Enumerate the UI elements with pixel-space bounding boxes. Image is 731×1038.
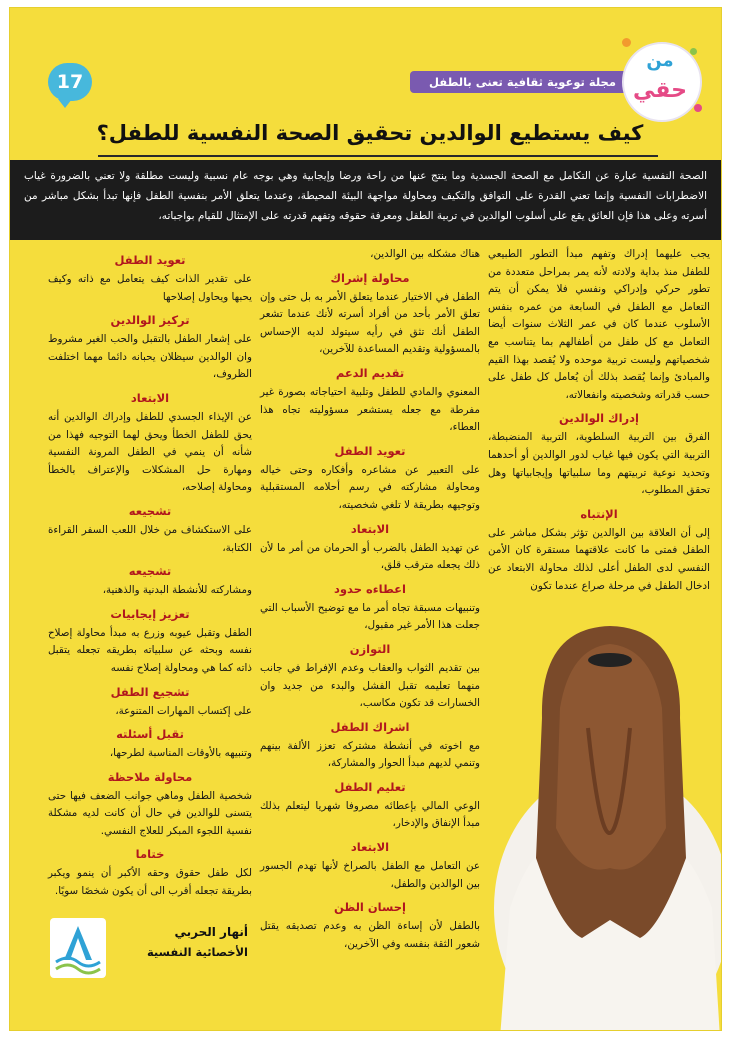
section-heading: الابتعاد <box>350 840 390 855</box>
section-heading: تشجيعه <box>128 564 172 579</box>
magazine-banner: مجلة توعوية ثقافية تعنى بالطفل <box>410 71 635 93</box>
paragraph: على الاستكشاف من خلال اللعب السفر القراءة الكتابة، <box>48 523 252 554</box>
section-heading: تقبل أسئلته <box>116 727 184 742</box>
section-heading: تقديم الدعم <box>335 365 405 380</box>
author-block <box>110 922 248 962</box>
author-name: أنهار الحربي <box>174 925 248 939</box>
paragraph: شخصية الطفل وماهي جوانب الضعف فيها حتى يتسنى للوالدين في حال أن كانت لديه مشكلة نفسية اللجوء المبكر للعلاج النفسي. <box>48 789 252 837</box>
paragraph: الفرق بين التربية السلطوية، التربية المنضبطة، التربية التي يكون فيها غياب لدور الوالدين أو أحدهما وتحديد نوعية تربيتهم وما سلبياتها وإيجابياتها وهل تحقق المطلوب، <box>488 431 710 497</box>
paragraph: مع اخوته في أنشطة مشتركه تعزز الألفة بينهم وتنمي لديهم مبدأ الحوار والمشاركة، <box>260 739 480 770</box>
paragraph: بين تقديم الثواب والعقاب وعدم الإفراط في جانب منهما تعليمه تقبل الفشل والبدء من جديد وان الخسارات قد تكون مكاسب، <box>260 661 480 710</box>
paragraph: الطفل في الاختيار عندما يتعلق الأمر به بل حتى وإن تعلق الأمر بأحد من أفراد أسرته لأنك عندما تشعر الطفل أنك تثق في رأيه سيتولد لديه الإحساس بالمسؤولية وتقديم المساعدة للآخرين، <box>260 290 480 356</box>
intro-text: الصحة النفسية عبارة عن التكامل مع الصحة الجسدية وما ينتج عنها من راحة ورضا وإيجابية وهي بوجه عام نسبية وليست مطلقة ولا تعني بالضرورة غياب الاضطرابات النفسية وإنما تعني القدرة على التوافق والتكيف ومحاولة مواجهة البيئة المحيطة، وعندما يتعلق الأمر بنفسية الطفل فإنها تبدأ بشكل مباشر من أسرته وعلى هذا فإن العائق يقع على أسلوب الوالدين في تربية الطفل ومعرفة حقوقه وتفهم قدرته على الإمتثال للقيام بواجباته، <box>24 170 707 222</box>
intro-box <box>10 160 721 240</box>
paragraph: على تقدير الذات كيف يتعامل مع ذاته وكيف يحبها ويحاول إصلاحها <box>48 273 252 303</box>
column-middle <box>260 246 480 953</box>
logo-dot-icon <box>690 48 697 55</box>
section-heading: اشراك الطفل <box>330 719 410 734</box>
logo-dot-icon <box>694 104 702 112</box>
section-heading: الابتعاد <box>130 390 170 405</box>
section-heading: الإنتباه <box>580 506 618 521</box>
section-heading: تعويد الطفل <box>334 443 406 458</box>
girl-photo <box>490 608 721 1030</box>
paragraph: عن تهديد الطفل بالضرب أو الحرمان من أمر ما لأن ذلك يجعله مترقب قلق، <box>260 541 480 572</box>
page-number: 17 <box>48 63 92 101</box>
section-heading: إدراك الوالدين <box>559 411 639 426</box>
article-title: كيف يستطيع الوالدين تحقيق الصحة النفسية للطفل؟ <box>96 121 644 145</box>
section-heading: تعويد الطفل <box>114 253 186 267</box>
logo-dot-icon <box>622 38 631 47</box>
section-heading: تشجيع الطفل <box>110 684 190 699</box>
paragraph: إلى أن العلاقة بين الوالدين تؤثر بشكل مباشر على الطفل فمتى ما كانت علاقتهما مستقرة كان الأمن النفسي لدى الطفل أعلى لذلك محاولة الابتعاد عن ادخال الطفل في مرحلة صراع عندما تكون <box>488 526 710 592</box>
paragraph: ومشاركته للأنشطة البدنية والذهنية، <box>102 584 252 597</box>
section-heading: محاولة ملاحظة <box>107 769 193 784</box>
column-left <box>48 246 252 901</box>
section-heading: الابتعاد <box>350 521 390 536</box>
section-heading: تعزيز إيجابيات <box>110 606 190 621</box>
paragraph: الطفل وتقبل عيوبه وزرع به مبدأ محاولة إصلاح نفسه وبحثه عن سلبياته بطريقه تجعله يتقبل ذاته كما هي ومحاولة إصلاح نفسه <box>48 626 252 674</box>
section-heading: محاولة إشراك <box>330 270 410 285</box>
paragraph: وتنبيهه بالأوقات المناسبة لطرحها، <box>109 747 252 760</box>
section-heading: إحسان الظن <box>334 900 406 915</box>
magazine-page <box>10 8 721 1030</box>
author-emblem-icon <box>50 918 106 978</box>
logo-text-bottom: حقي <box>633 78 687 103</box>
paragraph: الوعي المالي بإعطائه مصروفا شهريا ليتعلم بذلك مبدأ الإنفاق والإدخار، <box>260 799 480 830</box>
section-heading: ختاما <box>135 847 165 862</box>
section-heading: تعليم الطفل <box>334 779 406 794</box>
column-right <box>488 246 710 595</box>
paragraph: المعنوي والمادي للطفل وتلبية احتياجاته بصورة غير مفرطة مع جعله يستشعر مسؤوليته تجاه هذا العطاء، <box>260 385 480 434</box>
paragraph: على التعبير عن مشاعره وأفكاره وحتى خياله ومحاولة مشاركته في رسم أحلامه المستقبلية وتوجيهه بطريقة لا تلغي شخصيته، <box>260 463 480 511</box>
paragraph: بالطفل لأن إساءة الظن به وعدم تصديقه يقتل شعور الثقة بنفسه وفي الآخرين، <box>260 920 480 950</box>
paragraph: وتنبيهات مسبقة تجاه أمر ما مع توضيح الأسباب التي جعلت هذا الأمر غير مقبول، <box>260 601 480 632</box>
paragraph: عن التعامل مع الطفل بالصراخ لأنها تهدم الجسور بين الوالدين والطفل، <box>260 860 480 890</box>
section-heading: تركيز الوالدين <box>110 313 190 328</box>
section-heading: التوازن <box>349 641 391 656</box>
title-underline <box>98 155 658 157</box>
paragraph: هناك مشكله بين الوالدين، <box>370 248 480 260</box>
author-role: الأخصائية النفسية <box>146 945 248 959</box>
section-heading: اعطاءه حدود <box>334 581 406 596</box>
logo-text-top: من <box>646 50 674 71</box>
paragraph: يجب عليهما إدراك وتفهم مبدأ التطور الطبيعي للطفل منذ بداية ولادته لأنه يمر بمراحل متعددة من تطور حركي وإدراكي ونفسي فلا يمكن أن يتم التعامل مع الطفل في السابعة من عمره بنفس الأسلوب عندما كان في عمر الثلاث سنوات أيضا التعامل مع كل طفل من أطفالهم بما يتناسب مع شخصياتهم وليست تربية موحده ولا يُقصد بهذا القيم والمبادئ وإنما يُقصد بذلك أن يُعامل كل طفل على حسب قدراته وشخصيته وانفعالاته، <box>488 248 710 401</box>
paragraph: عن الإيذاء الجسدي للطفل وإدراك الوالدين أنه يحق للطفل الخطأ ويحق لهما التوجيه فهذا من شأنه أن ينمي في الطفل المرونة النفسية ومهارة حل المشكلات والإعتراف بالخطأ ومحاولة إصلاحه، <box>48 410 252 494</box>
paragraph: على إشعار الطفل بالتقبل والحب الغير مشروط وان الوالدين سيظلان يحبانه دائما مهما اختلفت الظروف، <box>48 333 252 381</box>
section-heading: تشجيعه <box>128 503 172 518</box>
paragraph: لكل طفل حقوق وحقه الأكبر أن ينمو ويكبر بطريقة تجعله أقرب الى أن يكون شخصًا سويًا. <box>48 867 252 898</box>
paragraph: على إكتساب المهارات المتنوعة، <box>115 704 252 717</box>
